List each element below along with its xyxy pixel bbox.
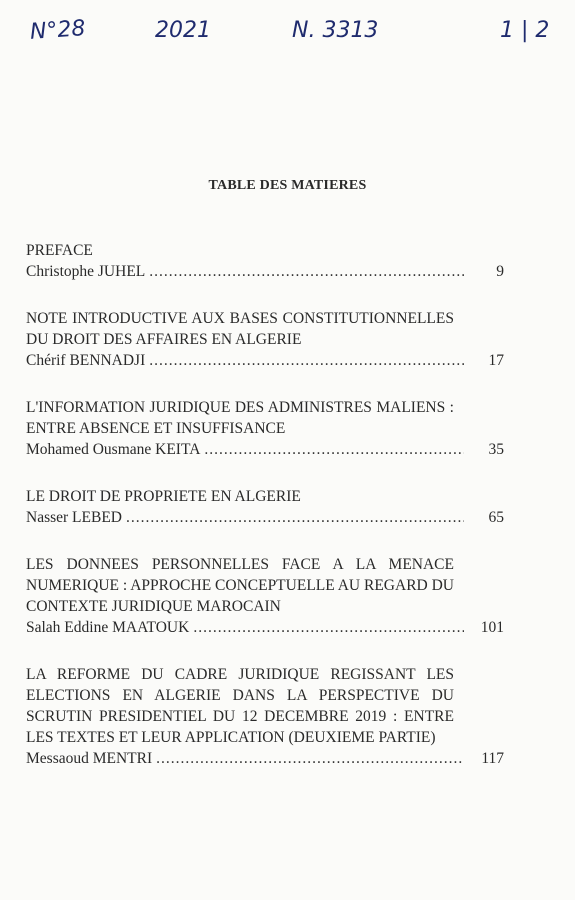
- entry-author: Christophe JUHEL: [26, 263, 146, 280]
- author-line: [26, 261, 504, 282]
- entry-page-number: 9: [496, 263, 504, 280]
- entry-author: Chérif BENNADJI: [26, 352, 146, 369]
- entry-title: LES DONNEES PERSONNELLES FACE A LA MENACE NUMERIQUE : APPROCHE CONCEPTUELLE AU REGARD DU CONTEXTE JURIDIQUE MAROCAIN: [26, 556, 454, 615]
- author-line: [26, 439, 504, 460]
- handwritten-annotations: [0, 18, 575, 58]
- year-note: 2021: [155, 18, 211, 43]
- toc-entry: [26, 308, 504, 371]
- entry-title: L'INFORMATION JURIDIQUE DES ADMINISTRES MALIENS : ENTRE ABSENCE ET INSUFFISANCE: [26, 399, 454, 437]
- toc-entry: [26, 397, 504, 460]
- entry-title: LE DROIT DE PROPRIETE EN ALGERIE: [26, 488, 301, 505]
- entry-page-number: 35: [488, 441, 504, 458]
- entry-title: NOTE INTRODUCTIVE AUX BASES CONSTITUTIONNELLES DU DROIT DES AFFAIRES EN ALGERIE: [26, 310, 454, 348]
- toc-entry: [26, 554, 504, 638]
- toc-entry: [26, 664, 504, 769]
- entry-page-number: 65: [488, 509, 504, 526]
- copy-note: 1 | 2: [500, 18, 550, 43]
- dot-leader: [149, 261, 464, 282]
- issue-number-note: N°28: [29, 16, 87, 45]
- author-line: [26, 350, 504, 371]
- entry-author: Mohamed Ousmane KEITA: [26, 441, 201, 458]
- table-of-contents: [26, 240, 504, 795]
- author-line: [26, 507, 504, 528]
- page-title: TABLE DES MATIERES: [208, 178, 367, 193]
- dot-leader: [149, 350, 464, 371]
- author-line: [26, 617, 504, 638]
- entry-author: Messaoud MENTRI: [26, 750, 153, 767]
- reference-note: N. 3313: [292, 18, 379, 43]
- dot-leader: [156, 748, 464, 769]
- entry-title: PREFACE: [26, 242, 93, 259]
- entry-title: LA REFORME DU CADRE JURIDIQUE REGISSANT LES ELECTIONS EN ALGERIE DANS LA PERSPECTIVE DU SCRUTIN PRESIDENTIEL DU 12 DECEMBRE 2019 : ENTRE LES TEXTES ET LEUR APPLICATION (DEUXIEME PARTIE): [26, 666, 454, 746]
- entry-page-number: 117: [481, 750, 504, 767]
- dot-leader: [204, 439, 464, 460]
- entry-author: Nasser LEBED: [26, 509, 122, 526]
- entry-page-number: 101: [480, 619, 504, 636]
- toc-entry: [26, 486, 504, 528]
- toc-entry: [26, 240, 504, 282]
- entry-page-number: 17: [488, 352, 504, 369]
- dot-leader: [126, 507, 464, 528]
- entry-author: Salah Eddine MAATOUK: [26, 619, 190, 636]
- author-line: [26, 748, 504, 769]
- dot-leader: [193, 617, 464, 638]
